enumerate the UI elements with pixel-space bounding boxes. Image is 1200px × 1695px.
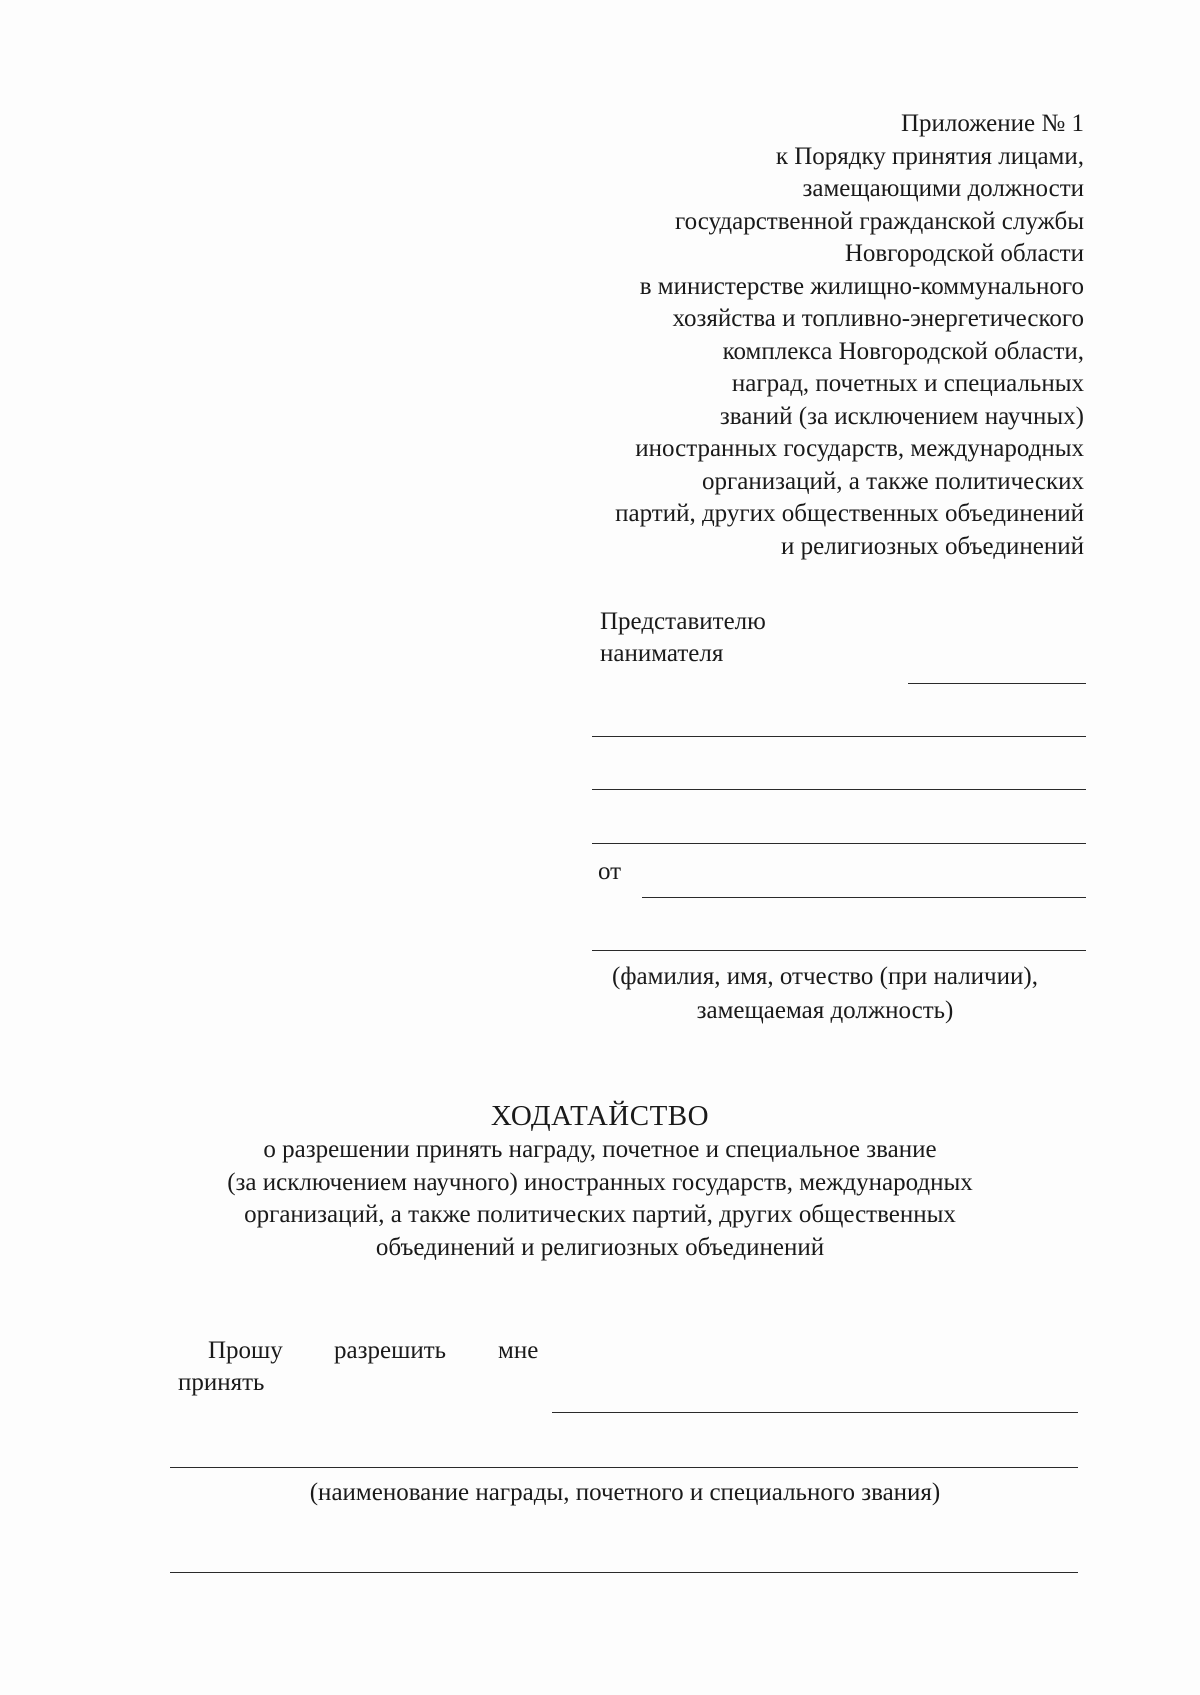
sender-fill-line[interactable]	[642, 897, 1086, 898]
appendix-line: званий (за исключением научных)	[719, 402, 1084, 430]
appendix-line: комплекса Новгородской области,	[722, 337, 1084, 365]
appendix-line: иностранных государств, международных	[635, 435, 1084, 462]
from-label: от	[598, 858, 622, 885]
award-fill-line[interactable]	[170, 1572, 1078, 1573]
addressee-line: нанимателя	[600, 640, 724, 667]
document-title: ХОДАТАЙСТВО	[490, 1100, 710, 1132]
appendix-line: государственной гражданской службы	[674, 207, 1084, 235]
request-word: принять	[178, 1369, 265, 1396]
appendix-line: наград, почетных и специальных	[731, 370, 1084, 397]
appendix-line: партий, других общественных объединений	[615, 500, 1084, 527]
addressee-fill-line[interactable]	[592, 843, 1086, 844]
appendix-line: организаций, а также политических	[702, 467, 1084, 495]
appendix-line: к Порядку принятия лицами,	[775, 142, 1084, 170]
subtitle-line: объединений и религиозных объединений	[375, 1233, 825, 1261]
document-subtitle	[0, 1134, 1200, 1264]
appendix-line: и религиозных объединений	[780, 532, 1084, 560]
award-fill-line[interactable]	[170, 1467, 1078, 1468]
hint-line: замещаемая должность)	[696, 997, 954, 1024]
addressee-fill-line[interactable]	[592, 736, 1086, 737]
appendix-line: хозяйства и топливно-энергетического	[672, 305, 1084, 332]
subtitle-line: о разрешении принять награду, почетное и специальное звание	[263, 1136, 937, 1163]
addressee-fill-line[interactable]	[592, 789, 1086, 790]
subtitle-line: организаций, а также политических партий, других общественных	[244, 1201, 956, 1228]
request-word: Прошу	[208, 1337, 283, 1364]
sender-field-hint	[560, 960, 1090, 1028]
award-field-hint: (наименование награды, почетного и специального звания)	[309, 1479, 941, 1506]
subtitle-line: (за исключением научного) иностранных государств, международных	[227, 1168, 973, 1196]
addressee-line: Представителю	[600, 608, 766, 635]
request-word: разрешить	[334, 1337, 447, 1364]
addressee-fill-line[interactable]	[908, 683, 1086, 684]
award-fill-line[interactable]	[552, 1412, 1078, 1413]
appendix-line: в министерстве жилищно-коммунального	[639, 272, 1084, 300]
appendix-header	[524, 108, 1084, 563]
request-word: мне	[498, 1337, 539, 1364]
appendix-line: Новгородской области	[844, 240, 1084, 267]
appendix-line: замещающими должности	[802, 175, 1084, 202]
addressee-block	[600, 606, 766, 670]
hint-line: (фамилия, имя, отчество (при наличии),	[612, 963, 1038, 990]
appendix-line: Приложение № 1	[900, 110, 1084, 137]
sender-fill-line[interactable]	[592, 950, 1086, 951]
